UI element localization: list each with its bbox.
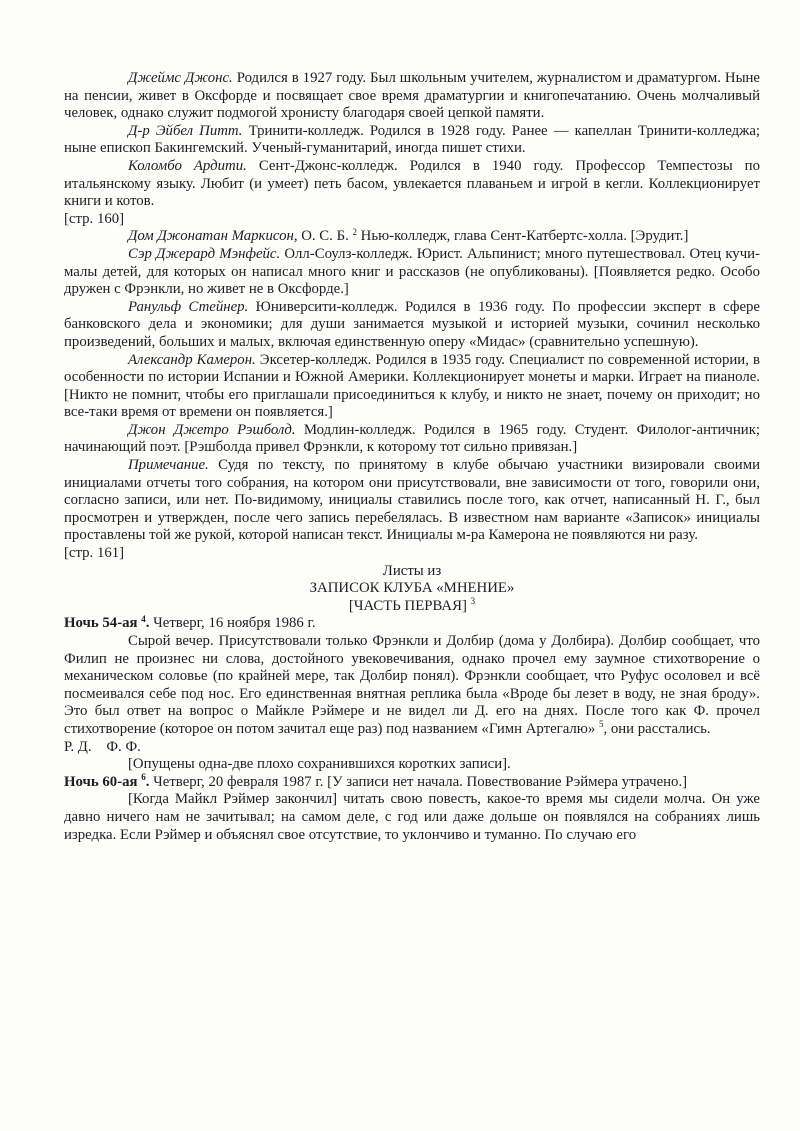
text-run: Ночь 60-ая xyxy=(64,773,142,790)
text-run: Нью-колледж, глава Сент-Катбертс-холла. [Эрудит.] xyxy=(356,228,689,245)
footnote-ref: 5 xyxy=(598,719,604,730)
para-colombo-arditi xyxy=(64,158,760,211)
text-run: [стр. 160] xyxy=(64,210,125,227)
text-run: Джон Джетро Рэшболд. xyxy=(128,421,296,438)
page-marker-160 xyxy=(64,211,760,229)
text-run: . xyxy=(145,615,154,632)
para-gerard-manface xyxy=(64,246,760,299)
initials-line xyxy=(64,739,760,757)
title-line-2 xyxy=(64,580,760,598)
text-run: Родился в 1927 году. Был школьным учителем, журналистом и драматургом. Ныне на пенсии, живет в Оксфорде и посвящает свое время драматургии и книгопечатанию. Очень молчаливый человек, однако служит подмогой хронисту благодаря своей цепкой памяти. xyxy=(64,70,760,122)
text-run: [ЧАСТЬ ПЕРВАЯ] xyxy=(348,597,471,614)
text-run: Примечание. xyxy=(128,457,209,474)
night-60-heading xyxy=(64,774,760,792)
text-run: [стр. 161] xyxy=(64,545,125,562)
text-run: Сырой вечер. Присутствовали только Фрэнкли и Долбир (дома у Долбира). Долбир сообщает, что Филип не произнес ни слова, достойного увековечивания, однако прочел ему заумное стихотворение о механическом соловье (по крайней мере, так Долбир понял). Фрэнкли сообщает, что Руфус осоловел и всё посмеивался себе под нос. Его единственная внятная реплика была «Вроде бы лезет в воду, не зная броду». Это был ответ на вопрос о Майкле Рэймере и не видел ли Д. его на днях. После того как Ф. прочел стихотворение (которое он потом зачитал еще раз) под названием «Гимн Артегалю» xyxy=(64,633,760,737)
text-run: Джеймс Джонс. xyxy=(128,70,233,86)
text-run: Тринити-колледж. Родился в 1928 году. Ранее — капеллан Тринити-колледжа; ныне епископ Бакингемский. Ученый-гуманитарий, иногда пишет стихи. xyxy=(64,122,760,157)
text-run: Четверг, 16 ноября 1986 г. xyxy=(153,615,316,632)
para-note xyxy=(64,457,760,545)
para-jonathan-markison xyxy=(64,228,760,246)
text-run: , они расстались. xyxy=(603,720,711,737)
text-run: , О. С. Б. xyxy=(293,228,353,245)
text-run: Дом Джонатан Маркисон xyxy=(128,228,294,245)
document-content xyxy=(64,70,760,844)
footnote-ref: 6 xyxy=(141,772,146,783)
text-run: [Когда Майкл Рэймер закончил] читать свою повесть, какое-то время мы сидели молча. Он уже давно ничего нам не зачитывал; на самом деле, с год или даже дольше он появлялся на собраниях лишь изредка. Если Рэймер и объяснял свое отсутствие, то уклончиво и туманно. По случаю его xyxy=(64,791,760,843)
footnote-ref: 3 xyxy=(470,596,476,607)
page-marker-161 xyxy=(64,545,760,563)
night-54-heading xyxy=(64,615,760,633)
part-heading xyxy=(64,598,760,616)
para-ranulph-stainer xyxy=(64,299,760,352)
text-run: Р. Д. Ф. Ф. xyxy=(64,738,141,755)
text-run: Сент-Джонс-колледж. Родился в 1940 году. Профессор Темпестозы по итальянскому языку. Любит (и умеет) петь басом, увлекается плаваньем и игрой в кегли. Коллекционирует книги и котов. xyxy=(64,157,760,210)
text-run: Александр Камерон. xyxy=(128,351,256,368)
para-james-jones xyxy=(64,70,760,123)
footnote-ref: 2 xyxy=(352,226,357,237)
text-run: Листы из xyxy=(382,562,442,579)
text-run: Четверг, 20 февраля 1987 г. [У записи нет начала. Повествование Рэймера утрачено.] xyxy=(153,773,688,790)
text-run: Ранульф Стейнер. xyxy=(128,298,249,315)
text-run: Эксетер-колледж. Родился в 1935 году. Специалист по современной истории, в особенности по истории Испании и Южной Америки. Коллекционирует монеты и марки. Играет на пианоле. [Никто не помнит, чтобы его приглашали присоединиться к клубу, и никто не знает, почему он приходит; но все-таки время от времени он появляется.] xyxy=(64,351,760,421)
title-line-1 xyxy=(64,563,760,581)
text-run: . xyxy=(145,773,154,790)
text-run: Сэр Джерард Мэнфейс. xyxy=(128,245,281,262)
night-54-entry xyxy=(64,633,760,739)
text-run: Судя по тексту, по принятому в клубе обычаю участники визировали своими инициалами отчеты того собрания, на котором они присутствовали, вне зависимости от того, говорили они, согласно записи, или нет. По-видимому, инициалы ставились после того, как отчет, написанный Н. Г., был просмотрен и утвержден, после чего запись перебелялась. В известном нам варианте «Записок» инициалы проставлены той же рукой, которой написан текст. Инициалы м-ра Камерона не появляются ни разу. xyxy=(64,457,760,544)
text-run: [Опущены одна-две плохо сохранившихся коротких записи]. xyxy=(128,756,511,773)
footnote-ref: 4 xyxy=(141,613,146,624)
text-run: Юниверсити-колледж. Родился в 1936 году. По профессии эксперт в сфере банковского дела и экономики; для души занимается музыкой и историей музыки, сочинил несколько произведений, больших и малых, включая единственную оперу «Мидас» (сравнительно успешную). xyxy=(64,298,760,350)
omitted-note xyxy=(64,756,760,774)
text-run: Ночь 54-ая xyxy=(64,615,142,632)
para-john-jethro-rashbold xyxy=(64,422,760,457)
night-60-entry xyxy=(64,791,760,844)
text-run: Модлин-колледж. Родился в 1965 году. Студент. Филолог-античник; начинающий поэт. [Рэшболда привел Фрэнкли, к которому тот сильно привязан.] xyxy=(64,421,760,456)
text-run: Д-р Эйбел Питт. xyxy=(128,122,243,139)
para-abel-pitt xyxy=(64,123,760,158)
text-run: ЗАПИСОК КЛУБА «МНЕНИЕ» xyxy=(309,580,515,597)
text-run: Коломбо Ардити. xyxy=(128,157,247,174)
text-run: Олл-Соулз-колледж. Юрист. Альпинист; много путешествовал. Отец кучи-малы детей, для которых он написал много книг и рассказов (не опубликованы). [Появляется редко. Особо дружен с Фрэнкли, но живет не в Оксфорде.] xyxy=(64,245,760,298)
para-alexander-cameron xyxy=(64,352,760,422)
